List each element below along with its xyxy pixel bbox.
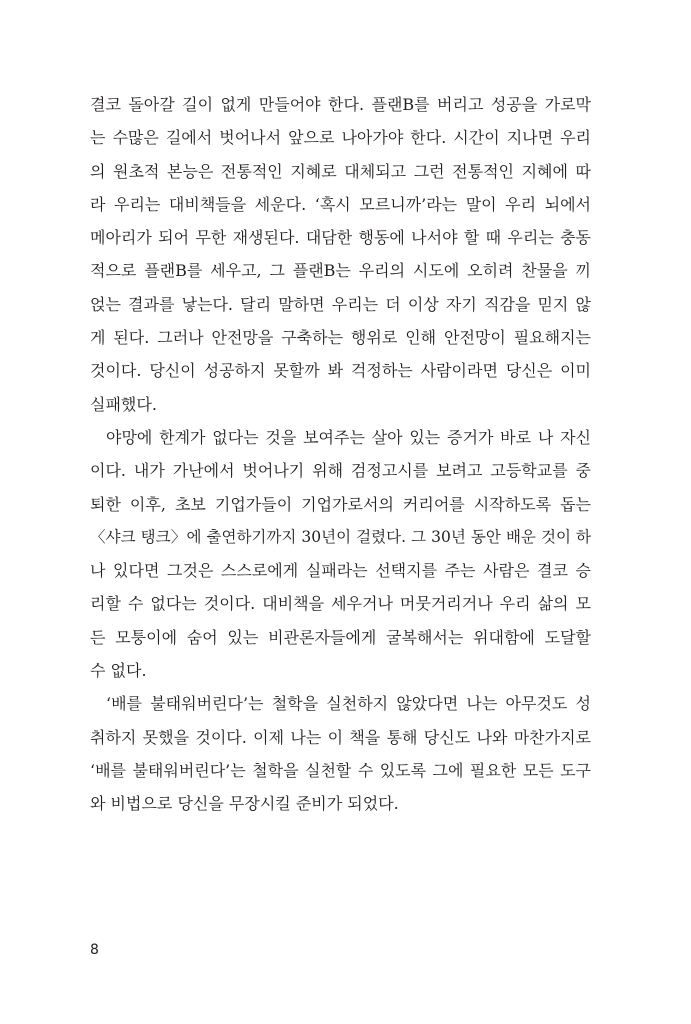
text-line: 리할 수 없다는 것이다. 대비책을 세우거나 머뭇거리거나 우리 삶의 모	[90, 594, 591, 614]
text-line: 것이다. 당신이 성공하지 못할까 봐 걱정하는 사람이라면 당신은 이미	[90, 361, 591, 381]
paragraph	[90, 88, 591, 421]
text-line: 야망에 한계가 없다는 것을 보여주는 살아 있는 증거가 바로 나 자신	[106, 427, 591, 447]
paragraph	[90, 421, 591, 687]
text-line: 이다. 내가 가난에서 벗어나기 위해 검정고시를 보려고 고등학교를 중	[90, 461, 591, 481]
text-line: 게 된다. 그러나 안전망을 구축하는 행위로 인해 안전망이 필요해지는	[90, 328, 591, 348]
text-line: 얹는 결과를 낳는다. 달리 말하면 우리는 더 이상 자기 직감을 믿지 않	[90, 294, 591, 314]
text-line: 퇴한 이후, 초보 기업가들이 기업가로서의 커리어를 시작하도록 돕는	[90, 494, 591, 514]
text-line: 와 비법으로 당신을 무장시킬 준비가 되었다.	[90, 794, 399, 814]
paragraph	[90, 687, 591, 820]
text-line: 수 없다.	[90, 661, 147, 681]
text-line: 는 수많은 길에서 벗어나서 앞으로 나아가야 한다. 시간이 지나면 우리	[90, 128, 591, 148]
text-line: 실패했다.	[90, 394, 157, 414]
text-line: 적으로 플랜B를 세우고, 그 플랜B는 우리의 시도에 오히려 찬물을 끼	[90, 261, 591, 281]
text-line: ‘배를 불태워버린다’는 철학을 실천하지 않았다면 나는 아무것도 성	[106, 694, 591, 714]
text-line: ‘배를 불태워버린다’는 철학을 실천할 수 있도록 그에 필요한 모든 도구	[90, 760, 591, 780]
text-line: 결코 돌아갈 길이 없게 만들어야 한다. 플랜B를 버리고 성공을 가로막	[90, 95, 591, 114]
page-body	[90, 88, 591, 821]
text-line: 라 우리는 대비책들을 세운다. ‘혹시 모르니까’라는 말이 우리 뇌에서	[90, 194, 591, 214]
page-number: 8	[90, 942, 99, 958]
text-line: 나 있다면 그것은 스스로에게 실패라는 선택지를 주는 사람은 결코 승	[90, 561, 591, 581]
text-line: 든 모퉁이에 숨어 있는 비관론자들에게 굴복해서는 위대함에 도달할	[90, 627, 591, 647]
text-line: 〈샤크 탱크〉에 출연하기까지 30년이 걸렸다. 그 30년 동안 배운 것이 하	[90, 527, 591, 546]
text-line: 취하지 못했을 것이다. 이제 나는 이 책을 통해 당신도 나와 마찬가지로	[90, 727, 591, 747]
text-line: 의 원초적 본능은 전통적인 지혜로 대체되고 그런 전통적인 지혜에 따	[90, 161, 591, 181]
text-line: 메아리가 되어 무한 재생된다. 대담한 행동에 나서야 할 때 우리는 충동	[90, 228, 591, 248]
